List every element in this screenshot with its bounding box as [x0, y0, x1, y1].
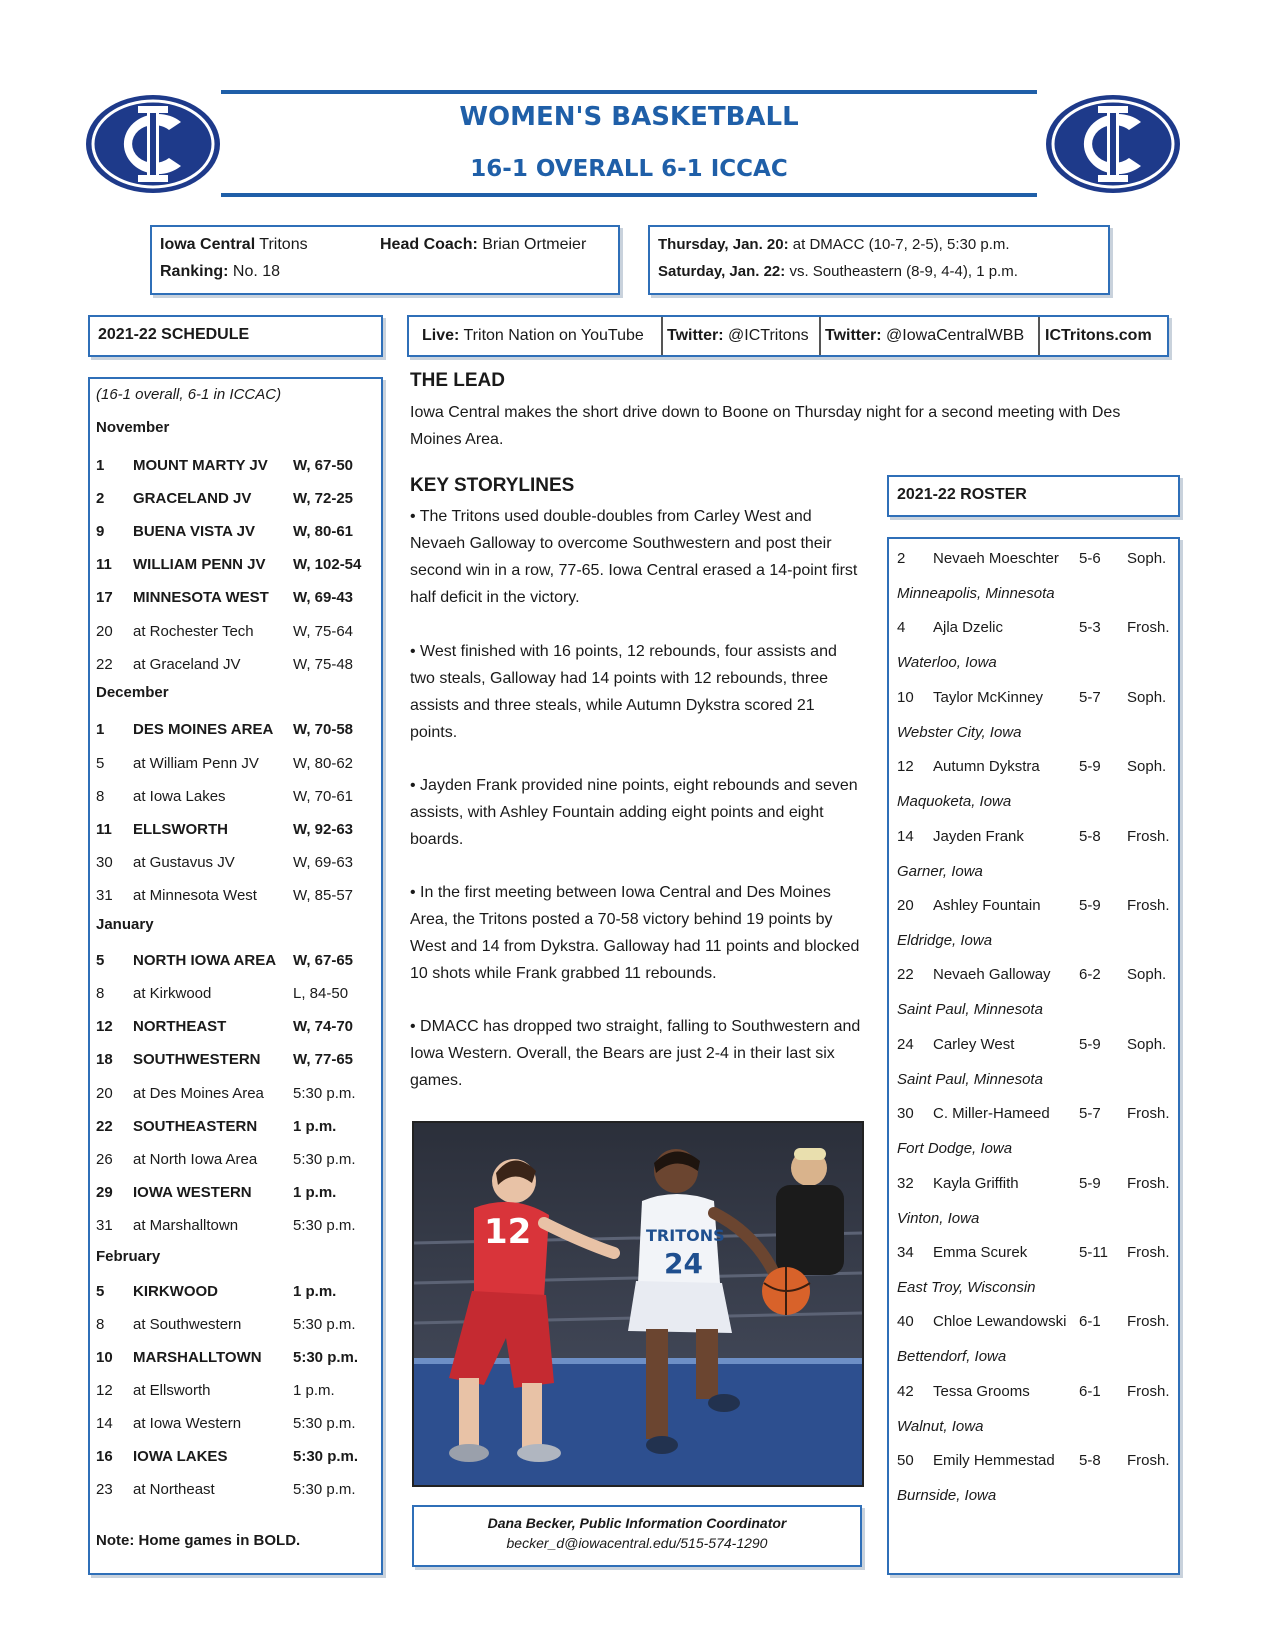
game-date: 26 [96, 1151, 113, 1168]
game-result: 1 p.m. [293, 1184, 337, 1201]
media-divider [819, 317, 821, 355]
game-result: W, 92-63 [293, 821, 354, 838]
player-year: Soph. [1127, 550, 1167, 567]
schedule-row [96, 523, 381, 543]
player-year: Soph. [1127, 966, 1167, 984]
player-year: Frosh. [1127, 827, 1170, 845]
player-name: C. Miller-Hameed [933, 1105, 1050, 1123]
game-date: 8 [96, 788, 105, 805]
twitter-iowacentralwbb-link[interactable]: Twitter: @IowaCentralWBB [825, 327, 1025, 344]
schedule-subtitle: (16-1 overall, 6-1 in ICCAC) [96, 386, 282, 403]
live-stream-link[interactable]: Live: Triton Nation on YouTube [422, 327, 644, 344]
game-result: W, 80-61 [293, 523, 354, 540]
schedule-row [96, 1085, 381, 1105]
player-hometown: Fort Dodge, Iowa [897, 1140, 1013, 1158]
player-year: Frosh. [1127, 1382, 1170, 1400]
media-bar [407, 315, 1169, 357]
roster-row [897, 897, 1178, 917]
page-title: WOMEN'S BASKETBALL [459, 102, 799, 132]
storyline-3: • Jayden Frank provided nine points, eight rebounds and seven assists, with Ashley Fountain adding eight points and eight boards. [410, 777, 858, 848]
jersey-number: 24 [664, 1247, 703, 1280]
roster-row [897, 1383, 1178, 1403]
game-date: 8 [96, 985, 105, 1002]
game-result: 1 p.m. [293, 1118, 337, 1135]
schedule-row [96, 623, 381, 643]
player-hometown: Garner, Iowa [897, 862, 983, 880]
roster-heading-box [887, 475, 1180, 517]
game-date: 12 [96, 1382, 113, 1399]
schedule-row [96, 721, 381, 741]
contact-details[interactable]: becker_d@iowacentral.edu/515-574-1290 [506, 1535, 768, 1551]
team-info-box [150, 225, 620, 295]
month-november: November [96, 419, 170, 436]
schedule-row [96, 656, 381, 676]
header-top-rule [221, 90, 1037, 94]
game-date: 31 [96, 887, 113, 904]
game-date: 12 [96, 1018, 113, 1035]
game-result: W, 70-61 [293, 788, 354, 805]
game-opponent: at Rochester Tech [133, 623, 254, 640]
roster-row [897, 1244, 1178, 1264]
game-opponent: KIRKWOOD [133, 1283, 218, 1300]
player-height: 5-8 [1079, 827, 1101, 845]
player-height: 5-7 [1079, 688, 1101, 706]
player-hometown: Burnside, Iowa [897, 1487, 997, 1505]
player-hometown: Maquoketa, Iowa [897, 793, 1012, 811]
game-opponent: at Graceland JV [133, 656, 241, 673]
roster-row [897, 619, 1178, 639]
game-result: W, 80-62 [293, 755, 354, 772]
player-name: Kayla Griffith [933, 1174, 1019, 1192]
game-date: 1 [96, 721, 105, 738]
player-number: 40 [897, 1313, 914, 1331]
player-name: Taylor McKinney [933, 688, 1044, 706]
player-year: Frosh. [1127, 1452, 1170, 1470]
ic-logo-right-icon [1043, 92, 1183, 196]
basketball-game-illustration [414, 1123, 862, 1485]
game-opponent: at Southwestern [133, 1316, 242, 1333]
game-opponent: BUENA VISTA JV [133, 523, 255, 540]
month-february: February [96, 1248, 161, 1265]
game-opponent: ELLSWORTH [133, 821, 228, 838]
game-result: 5:30 p.m. [293, 1151, 356, 1168]
player-height: 5-9 [1079, 1035, 1101, 1053]
game-date: 9 [96, 523, 105, 540]
schedule-row [96, 490, 381, 510]
roster-row [897, 1036, 1178, 1056]
game-opponent: at William Penn JV [133, 755, 259, 772]
game-result: 5:30 p.m. [293, 1481, 356, 1498]
game-date: 23 [96, 1481, 113, 1498]
player-year: Frosh. [1127, 1313, 1170, 1331]
player-height: 6-1 [1079, 1313, 1101, 1331]
game-date: 2 [96, 490, 105, 507]
game-opponent: NORTHEAST [133, 1018, 227, 1035]
game-opponent: at Ellsworth [133, 1382, 211, 1399]
game-photo [412, 1121, 864, 1487]
player-height: 5-6 [1079, 550, 1101, 567]
schedule-row [96, 1217, 381, 1237]
storyline-4: • In the first meeting between Iowa Central and Des Moines Area, the Tritons posted a 70-58 victory behind 19 points by West and 14 from Dykstra. Galloway had 11 points and blocked 10 shots while Frank grabbed 11 rebounds. [410, 884, 860, 982]
roster-row [897, 1175, 1178, 1195]
schedule-row [96, 1316, 381, 1336]
player-height: 5-3 [1079, 619, 1101, 637]
lead-heading: THE LEAD [410, 370, 505, 391]
schedule-row [96, 589, 381, 609]
player-name: Tessa Grooms [933, 1382, 1030, 1400]
schedule-row [96, 1382, 381, 1402]
header-bottom-rule [221, 193, 1037, 197]
roster-row [897, 828, 1178, 848]
player-height: 6-2 [1079, 966, 1101, 984]
season-record: 16-1 OVERALL 6-1 ICCAC [470, 156, 788, 182]
player-hometown: Saint Paul, Minnesota [897, 1001, 1043, 1019]
contact-name: Dana Becker, Public Information Coordinator [487, 1515, 787, 1531]
upcoming-games-box [648, 225, 1110, 295]
player-height: 5-9 [1079, 1174, 1101, 1192]
game-opponent: at Minnesota West [133, 887, 257, 904]
player-number: 12 [897, 758, 914, 776]
player-name: Nevaeh Moeschter [933, 550, 1059, 567]
media-divider [1038, 317, 1040, 355]
schedule-row [96, 952, 381, 972]
storylines-heading: KEY STORYLINES [410, 475, 575, 496]
game-date: 5 [96, 1283, 105, 1300]
game-opponent: at Iowa Western [133, 1415, 242, 1432]
player-height: 5-9 [1079, 758, 1101, 776]
media-divider [661, 317, 663, 355]
game-result: W, 75-48 [293, 656, 354, 673]
roster-row [897, 758, 1178, 778]
player-name: Jayden Frank [933, 827, 1024, 845]
schedule-note: Note: Home games in BOLD. [96, 1532, 301, 1549]
schedule-row [96, 1481, 381, 1501]
schedule-row [96, 854, 381, 874]
game-date: 22 [96, 656, 113, 673]
player-name: Ajla Dzelic [933, 619, 1004, 637]
team-name: Iowa Central Tritons [160, 236, 308, 253]
player-year: Frosh. [1127, 1244, 1170, 1261]
month-january: January [96, 916, 154, 933]
lead-text: Iowa Central makes the short drive down to Boone on Thursday night for a second meeting with Des Moines Area. [410, 404, 1121, 448]
game-result: W, 69-43 [293, 589, 354, 606]
player-number: 34 [897, 1244, 914, 1261]
player-name: Carley West [933, 1035, 1015, 1053]
contact-box [412, 1505, 862, 1567]
game-result: W, 74-70 [293, 1018, 354, 1035]
game-opponent: GRACELAND JV [133, 490, 252, 507]
player-hometown: Vinton, Iowa [897, 1209, 980, 1227]
player-number: 14 [897, 827, 914, 845]
game-result: 1 p.m. [293, 1382, 335, 1399]
game-date: 8 [96, 1316, 105, 1333]
month-december: December [96, 684, 169, 701]
website-link[interactable]: ICTritons.com [1045, 327, 1152, 344]
game-date: 29 [96, 1184, 113, 1201]
player-name: Emma Scurek [933, 1244, 1028, 1261]
roster-row [897, 550, 1178, 570]
game-opponent: MARSHALLTOWN [133, 1349, 262, 1366]
player-year: Soph. [1127, 688, 1167, 706]
player-name: Emily Hemmestad [933, 1452, 1055, 1470]
storyline-2: • West finished with 16 points, 12 rebounds, four assists and two steals, Galloway had 14 points with 12 rebounds, three assists and three steals, while Autumn Dykstra scored 21 points. [410, 643, 837, 741]
game-opponent: MINNESOTA WEST [133, 589, 269, 606]
roster-row [897, 689, 1178, 709]
player-hometown: Webster City, Iowa [897, 723, 1022, 741]
game-opponent: IOWA WESTERN [133, 1184, 252, 1201]
game-opponent: NORTH IOWA AREA [133, 952, 277, 969]
schedule-box [88, 377, 383, 1575]
schedule-row [96, 457, 381, 477]
player-name: Autumn Dykstra [933, 758, 1040, 776]
player-year: Soph. [1127, 1035, 1167, 1053]
schedule-heading: 2021-22 SCHEDULE [98, 326, 250, 343]
game-result: W, 67-50 [293, 457, 354, 474]
roster-heading: 2021-22 ROSTER [897, 486, 1027, 503]
player-hometown: Eldridge, Iowa [897, 932, 993, 949]
game-date: 18 [96, 1051, 113, 1068]
player-number: 2 [897, 550, 906, 567]
game-result: 5:30 p.m. [293, 1415, 356, 1432]
ic-logo-left-icon [83, 92, 223, 196]
game-date: 20 [96, 1085, 113, 1102]
player-number: 20 [897, 897, 914, 914]
game-result: 5:30 p.m. [293, 1085, 356, 1102]
ranking: Ranking: No. 18 [160, 263, 281, 280]
player-hometown: Minneapolis, Minnesota [897, 585, 1055, 602]
schedule-row [96, 887, 381, 907]
player-hometown: East Troy, Wisconsin [897, 1279, 1036, 1296]
game-opponent: WILLIAM PENN JV [133, 556, 266, 573]
schedule-row [96, 1184, 381, 1204]
game-result: W, 72-25 [293, 490, 354, 507]
game-result: W, 102-54 [293, 556, 362, 573]
player-height: 6-1 [1079, 1382, 1101, 1400]
schedule-row [96, 985, 381, 1005]
roster-row [897, 1105, 1178, 1125]
game-date: 14 [96, 1415, 113, 1432]
game-date: 17 [96, 589, 113, 606]
storyline-5: • DMACC has dropped two straight, falling to Southwestern and Iowa Western. Overall, the Bears are just 2-4 in their last six games. [410, 1018, 861, 1089]
schedule-row [96, 1151, 381, 1171]
game-date: 11 [96, 556, 112, 573]
game-opponent: SOUTHWESTERN [133, 1051, 261, 1068]
game-opponent: MOUNT MARTY JV [133, 457, 268, 474]
player-hometown: Walnut, Iowa [897, 1417, 984, 1435]
schedule-row [96, 1415, 381, 1435]
game-result: 1 p.m. [293, 1283, 337, 1300]
game-result: W, 77-65 [293, 1051, 354, 1068]
schedule-row [96, 1448, 381, 1468]
roster-row [897, 1452, 1178, 1472]
game-date: 11 [96, 821, 112, 838]
roster-row [897, 966, 1178, 986]
game-result: W, 75-64 [293, 623, 354, 640]
game-opponent: IOWA LAKES [133, 1448, 228, 1465]
player-height: 5-7 [1079, 1105, 1101, 1123]
schedule-row [96, 1349, 381, 1369]
schedule-row [96, 1118, 381, 1138]
schedule-row [96, 1018, 381, 1038]
game-opponent: at Marshalltown [133, 1217, 239, 1234]
game-date: 1 [96, 457, 105, 474]
player-year: Frosh. [1127, 619, 1170, 637]
game-result: 5:30 p.m. [293, 1349, 359, 1366]
game-opponent: DES MOINES AREA [133, 721, 274, 738]
schedule-heading-box [88, 315, 383, 357]
roster-row [897, 1313, 1178, 1333]
player-number: 30 [897, 1105, 914, 1123]
player-name: Ashley Fountain [933, 897, 1041, 914]
game-result: 5:30 p.m. [293, 1448, 359, 1465]
game-date: 22 [96, 1118, 113, 1135]
upcoming-game-2: Saturday, Jan. 22: vs. Southeastern (8-9, 4-4), 1 p.m. [658, 263, 1018, 280]
player-number: 22 [897, 966, 914, 984]
player-name: Chloe Lewandowski [933, 1313, 1067, 1331]
player-year: Frosh. [1127, 1174, 1170, 1192]
player-number: 24 [897, 1035, 914, 1053]
player-name: Nevaeh Galloway [933, 966, 1051, 984]
player-number: 32 [897, 1174, 914, 1192]
storyline-1: • The Tritons used double-doubles from Carley West and Nevaeh Galloway to overcome Southwestern and post their second win in a row, 77-65. Iowa Central erased a 14-point first half deficit in the victory. [410, 508, 858, 606]
game-date: 5 [96, 755, 105, 772]
schedule-row [96, 1051, 381, 1071]
game-result: W, 69-63 [293, 854, 354, 871]
upcoming-game-1: Thursday, Jan. 20: at DMACC (10-7, 2-5), 5:30 p.m. [658, 236, 1010, 253]
game-opponent: at Northeast [133, 1481, 215, 1498]
player-year: Frosh. [1127, 897, 1170, 914]
game-date: 20 [96, 623, 113, 640]
schedule-row [96, 821, 381, 841]
game-opponent: at Kirkwood [133, 985, 212, 1002]
roster-box [887, 537, 1180, 1575]
game-opponent: at Gustavus JV [133, 854, 235, 871]
game-date: 31 [96, 1217, 113, 1234]
player-number: 42 [897, 1382, 914, 1400]
player-height: 5-11 [1079, 1244, 1108, 1261]
game-opponent: at Des Moines Area [133, 1085, 264, 1102]
game-date: 5 [96, 952, 105, 969]
player-number: 50 [897, 1452, 914, 1470]
schedule-row [96, 755, 381, 775]
game-result: 5:30 p.m. [293, 1316, 356, 1333]
player-hometown: Waterloo, Iowa [897, 654, 997, 672]
opponent-jersey-number: 12 [484, 1212, 532, 1252]
head-coach: Head Coach: Brian Ortmeier [380, 236, 587, 253]
game-opponent: SOUTHEASTERN [133, 1118, 258, 1135]
player-year: Frosh. [1127, 1105, 1170, 1123]
player-number: 4 [897, 619, 906, 637]
jersey-team-name: TRITONS [646, 1226, 725, 1245]
player-number: 10 [897, 688, 914, 706]
game-result: W, 67-65 [293, 952, 354, 969]
player-height: 5-8 [1079, 1452, 1101, 1470]
game-opponent: at Iowa Lakes [133, 788, 226, 805]
game-date: 30 [96, 854, 113, 871]
game-date: 16 [96, 1448, 113, 1465]
game-result: 5:30 p.m. [293, 1217, 356, 1234]
game-result: W, 85-57 [293, 887, 354, 904]
schedule-row [96, 556, 381, 576]
schedule-row [96, 1283, 381, 1303]
game-date: 10 [96, 1349, 113, 1366]
game-opponent: at North Iowa Area [133, 1151, 258, 1168]
game-result: L, 84-50 [293, 985, 349, 1002]
twitter-ictritons-link[interactable]: Twitter: @ICTritons [667, 327, 809, 344]
schedule-row [96, 788, 381, 808]
player-year: Soph. [1127, 758, 1167, 776]
player-height: 5-9 [1079, 897, 1101, 914]
player-hometown: Saint Paul, Minnesota [897, 1070, 1043, 1088]
game-result: W, 70-58 [293, 721, 354, 738]
player-hometown: Bettendorf, Iowa [897, 1348, 1007, 1366]
